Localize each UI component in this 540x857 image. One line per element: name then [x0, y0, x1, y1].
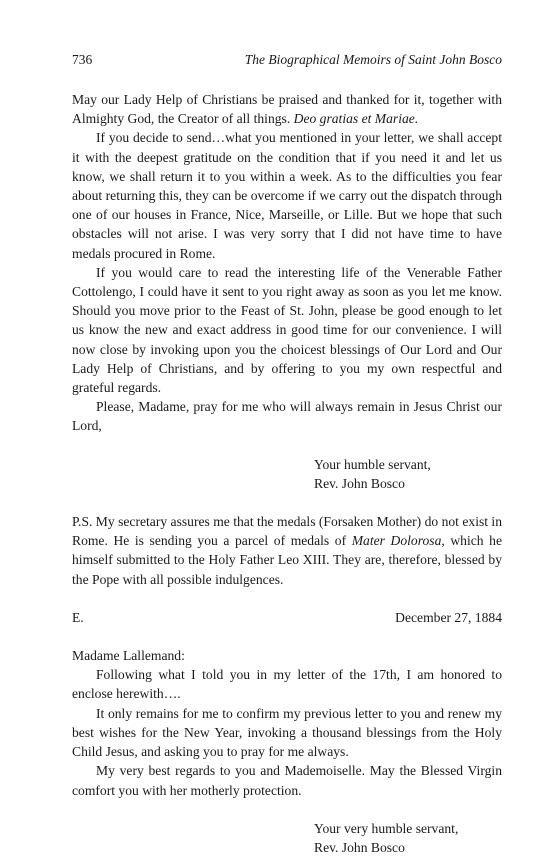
- letter1-paragraph-1: May our Lady Help of Christians be praised and thanked for it, together with Almighty God, the Creator of all things. Deo gratias et Mariae.: [72, 92, 502, 127]
- letter1-paragraph-3: If you would care to read the interesting life of the Venerable Father Cottolengo, I could have it sent to you right away as soon as you let me know. Should you move prior to the Feast of St. John, please be good enough to let us know the new and exact address in good time for our convenience. I will now close by invoking upon you the choicest blessings of Our Lord and Our Lady Help of Christians, and by offering to you my own respectful and grateful regards.: [72, 264, 502, 396]
- postscript: P.S. My secretary assures me that the medals (Forsaken Mother) do not exist in Rome. He is sending you a parcel of medals of Mater Dolorosa, which he himself submitted to the Holy Father Leo XIII. They are, therefore, blessed by the Pope with all possible indulgences.: [72, 514, 503, 587]
- running-title: The Biographical Memoirs of Saint John Bosco: [244, 52, 502, 67]
- letter2-marker: E.: [72, 609, 84, 625]
- letter2-signature: Rev. John Bosco: [314, 839, 405, 855]
- letter1-paragraph-2: If you decide to send…what you mentioned in your letter, we shall accept it with the deepest gratitude on the condition that if you need it and let us know, we shall return it to you within a week. As to the difficulties you fear about returning this, they can be overcome if we carry out the dispatch through one of our houses in France, Nice, Marseille, or Lille. But we hope that such obstacles will not arise. I was very sorry that I did not have time to have medals procured in Rome.: [72, 130, 502, 261]
- letter2-closing: Your very humble servant,: [314, 820, 459, 836]
- letter2-paragraph-1: Following what I told you in my letter of the 17th, I am honored to enclose herewith….: [72, 667, 502, 702]
- letter1-paragraph-4: Please, Madame, pray for me who will always remain in Jesus Christ our Lord,: [72, 399, 502, 434]
- letter2-date: December 27, 1884: [395, 609, 502, 625]
- letter1-closing: Your humble servant,: [314, 456, 431, 472]
- page-header: [72, 51, 502, 69]
- letter2-paragraph-2: It only remains for me to confirm my previous letter to you and renew my best wishes for the New Year, invoking a thousand blessings from the Holy Child Jesus, and asking you to pray for me always.: [72, 705, 502, 760]
- mater-dolorosa-italic: Mater Dolorosa: [351, 533, 442, 549]
- latin-phrase: Deo gratias et Mariae.: [293, 111, 419, 127]
- letter2-paragraph-3: My very best regards to you and Mademoiselle. May the Blessed Virgin comfort you with her motherly protection.: [72, 763, 502, 798]
- letter2-heading-row: [72, 608, 502, 627]
- page-number: 736: [72, 52, 93, 67]
- letter1-signature: Rev. John Bosco: [314, 475, 405, 491]
- letter2-salutation: Madame Lallemand:: [72, 648, 185, 664]
- page-body: [72, 90, 502, 857]
